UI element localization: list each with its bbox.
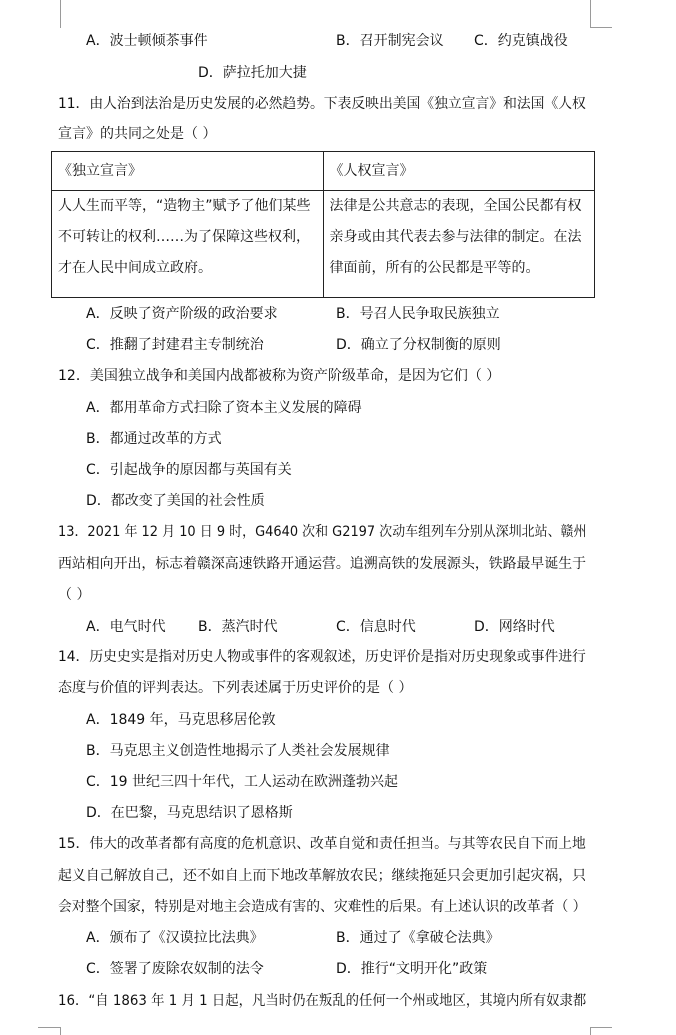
option-d: D．萨拉托加大捷 — [198, 65, 307, 81]
question-stem: 会对整个国家，特别是对地主会造成有害的、灾难性的后果。有上述认识的改革者（ ） — [58, 899, 587, 915]
table-cell: 法律是公共意志的表现，全国公民都有权亲身或由其代表去参与法律的制定。在法律面前，所有的公民都是平等的。 — [323, 191, 595, 298]
option-d: D．都改变了美国的社会性质 — [86, 493, 265, 509]
question-stem: 16．“自 1863 年 1 月 1 日起，凡当时仍在叛乱的任何一个州或地区，其境内所有奴隶都 — [58, 993, 587, 1009]
crop-mark-top-right-h — [590, 27, 612, 28]
option-b: B．号召人民争取民族独立 — [336, 306, 500, 322]
option-d: D．确立了分权制衡的原则 — [336, 337, 501, 353]
table-header: 《人权宣言》 — [323, 152, 595, 191]
option-d: D．网络时代 — [474, 619, 555, 635]
question-stem: 11．由人治到法治是历史发展的必然趋势。下表反映出美国《独立宣言》和法国《人权 — [58, 96, 586, 112]
option-a: A．颁布了《汉谟拉比法典》 — [86, 930, 264, 946]
option-a: A．波士顿倾茶事件 — [86, 33, 208, 49]
question-stem: 15．伟大的改革者都有高度的危机意识、改革自觉和责任担当。与其等农民自下而上地 — [58, 836, 586, 852]
option-a: A．电气时代 — [86, 619, 166, 635]
option-c: C．推翻了封建君主专制统治 — [86, 337, 264, 353]
option-a: A．反映了资产阶级的政治要求 — [86, 306, 278, 322]
option-b: B．马克思主义创造性地揭示了人类社会发展规律 — [86, 743, 390, 759]
question-stem: 宣言》的共同之处是（ ） — [58, 126, 217, 142]
comparison-table — [51, 151, 595, 298]
crop-mark-top-right-v — [590, 0, 591, 28]
table-header: 《独立宣言》 — [52, 152, 324, 191]
option-b: B．蒸汽时代 — [198, 619, 278, 635]
option-b: B．召开制宪会议 — [336, 33, 444, 49]
option-c: C．19 世纪三四十年代，工人运动在欧洲蓬勃兴起 — [86, 774, 399, 790]
table-cell: 人人生而平等，“造物主”赋予了他们某些不可转让的权利……为了保障这些权利，才在人民中间成立政府。 — [52, 191, 324, 298]
option-a: A．1849 年，马克思移居伦敦 — [86, 712, 276, 728]
option-a: A．都用革命方式扫除了资本主义发展的障碍 — [86, 400, 362, 416]
crop-mark-bottom-left-h — [38, 1027, 60, 1028]
question-stem: 14．历史史实是指对历史人物或事件的客观叙述，历史评价是指对历史现象或事件进行 — [58, 649, 586, 665]
question-stem: 起义自己解放自己，还不如自上而下地改革解放农民；继续拖延只会更加引起灾祸，只 — [58, 868, 587, 884]
crop-mark-top-left-v — [60, 0, 61, 28]
question-stem: 态度与价值的评判表达。下列表述属于历史评价的是（ ） — [58, 680, 413, 696]
crop-mark-bottom-right-v — [590, 1027, 591, 1035]
option-c: C．引起战争的原因都与英国有关 — [86, 462, 292, 478]
question-stem: 13．2021 年 12 月 10 日 9 时，G4640 次和 G2197 次动车组列车分别从深圳北站、赣州 — [58, 524, 587, 540]
question-stem: （ ） — [58, 587, 91, 603]
crop-mark-bottom-right-h — [590, 1027, 612, 1028]
option-d: D．推行“文明开化”政策 — [336, 961, 488, 977]
option-c: C．签署了废除农奴制的法令 — [86, 961, 264, 977]
option-c: C．约克镇战役 — [474, 33, 568, 49]
question-stem: 西站相向开出，标志着赣深高速铁路开通运营。追溯高铁的发展源头，铁路最早诞生于 — [58, 556, 587, 572]
option-b: B．通过了《拿破仑法典》 — [336, 930, 500, 946]
option-c: C．信息时代 — [336, 619, 416, 635]
question-stem: 12．美国独立战争和美国内战都被称为资产阶级革命，是因为它们（ ） — [58, 368, 501, 384]
option-d: D．在巴黎，马克思结识了恩格斯 — [86, 805, 293, 821]
option-b: B．都通过改革的方式 — [86, 431, 222, 447]
crop-mark-bottom-left-v — [60, 1027, 61, 1035]
